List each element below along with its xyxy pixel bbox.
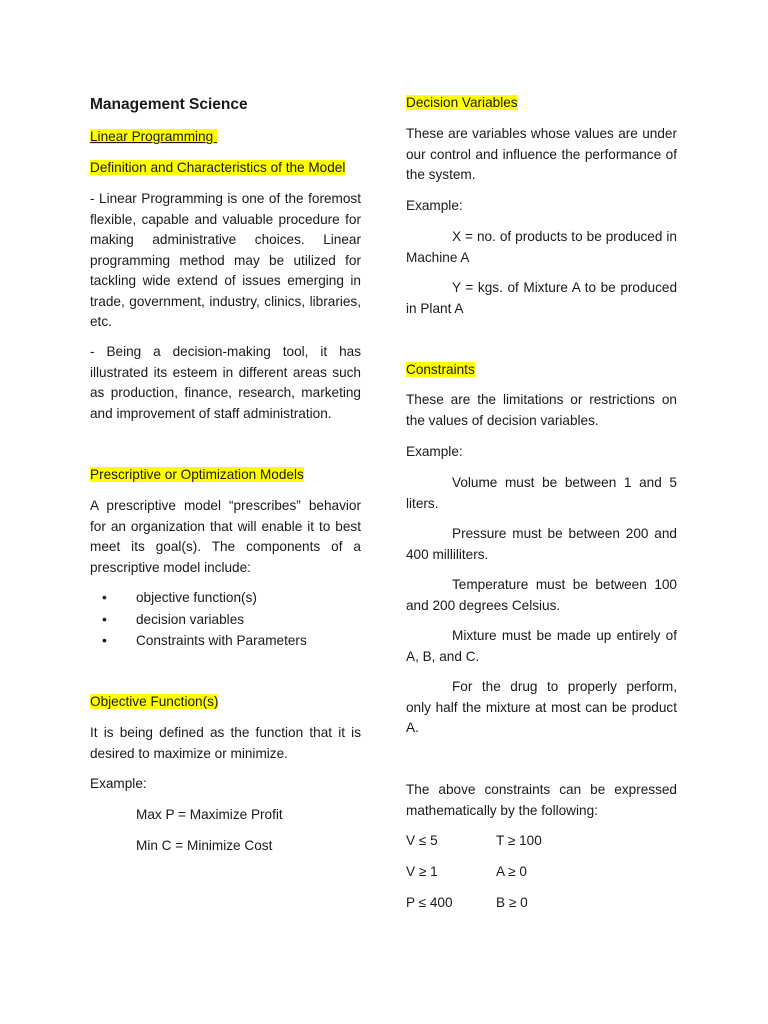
decision-heading-line [406,93,677,114]
constraint-example-temperature: Temperature must be between 100 and 200 degrees Celsius. [406,577,677,613]
definition-heading-line [90,158,361,179]
components-list [90,587,361,652]
constraints-example-label: Example: [406,444,463,459]
constraint-example-mixture: Mixture must be made up entirely of A, B, and C. [406,628,677,664]
subtitle-line [90,127,361,148]
prescriptive-heading-line [90,465,361,486]
definition-heading: Definition and Characteristics of the Model [90,160,346,175]
math-row [406,831,677,851]
objective-heading-line [90,692,361,713]
subtitle-linear-programming: Linear Programming [90,129,217,144]
prescriptive-heading: Prescriptive or Optimization Models [90,467,304,482]
decision-example-y: Y = kgs. of Mixture A to be produced in Plant A [406,280,677,316]
document-title: Management Science [90,96,248,113]
constraints-heading: Constraints [406,362,475,377]
decision-example-x: X = no. of products to be produced in Machine A [406,229,677,265]
constraints-heading-line [406,360,677,381]
math-row [406,862,677,882]
math-expression: B ≥ 0 [496,895,528,910]
constraints-paragraph: These are the limitations or restrictions on the values of decision variables. [406,392,677,428]
definition-paragraph-2: - Being a decision-making tool, it has illustrated its esteem in different areas such as production, finance, research, marketing and improvement of staff administration. [90,344,361,421]
math-row [406,893,677,913]
objective-heading: Objective Function(s) [90,694,219,709]
decision-example-label: Example: [406,198,463,213]
objective-example-min: Min C = Minimize Cost [136,838,273,853]
list-item: • decision variables [90,609,361,631]
decision-heading: Decision Variables [406,95,518,110]
constraint-example-pressure: Pressure must be between 200 and 400 milliliters. [406,526,677,562]
math-expression: A ≥ 0 [496,864,527,879]
list-item: • Constraints with Parameters [90,630,361,652]
definition-paragraph-1: - Linear Programming is one of the foremost flexible, capable and valuable procedure for making administrative choices. Linear programming method may be utilized for tackling wide extend of issues emerging in trade, government, industry, clinics, libraries, etc. [90,191,361,329]
objective-paragraph: It is being defined as the function that it is desired to maximize or minimize. [90,725,361,761]
constraint-example-volume: Volume must be between 1 and 5 liters. [406,475,677,511]
decision-paragraph: These are variables whose values are under our control and influence the performance of the system. [406,126,677,182]
constraint-example-drug: For the drug to properly perform, only half the mixture at most can be product A. [406,679,677,735]
list-item: • objective function(s) [90,587,361,609]
objective-example-max: Max P = Maximize Profit [136,807,283,822]
prescriptive-paragraph: A prescriptive model “prescribes” behavior for an organization that will enable it to best meet its goal(s). The components of a prescriptive model include: [90,498,361,575]
math-intro-paragraph: The above constraints can be expressed mathematically by the following: [406,782,677,818]
math-expression: P ≤ 400 [406,895,453,910]
math-expression: V ≥ 1 [406,864,438,879]
math-expression: V ≤ 5 [406,833,438,848]
objective-example-label: Example: [90,776,147,791]
math-expression: T ≥ 100 [496,833,542,848]
